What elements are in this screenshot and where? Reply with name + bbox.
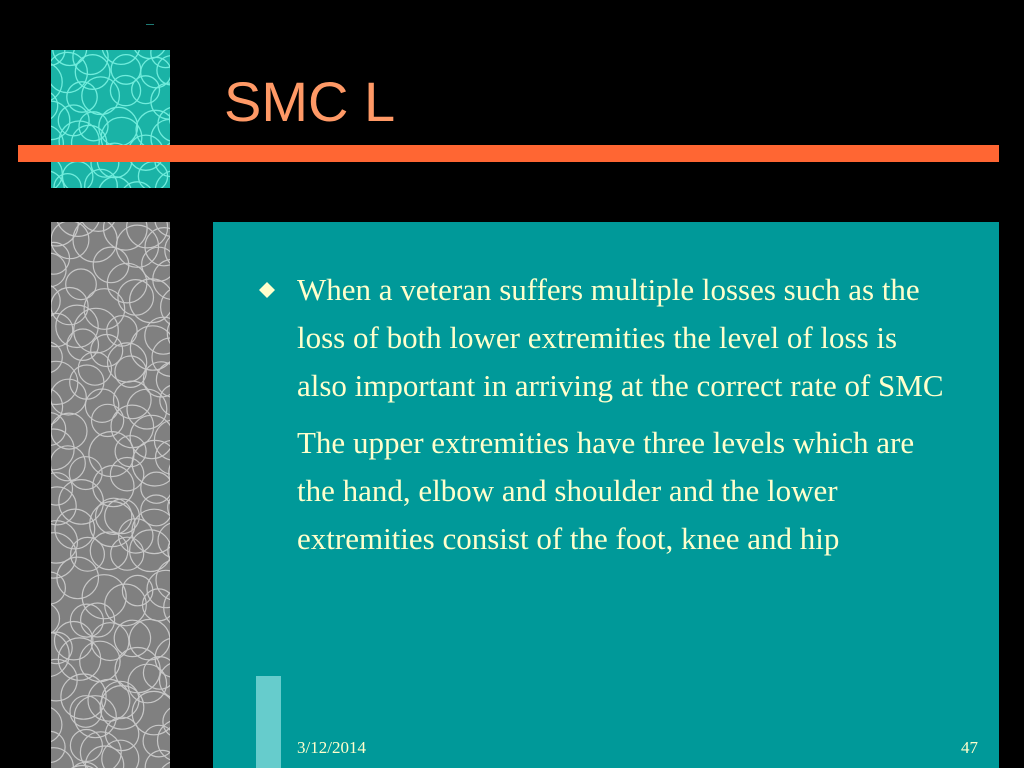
teal-circle-pattern [51,50,170,188]
decorative-tick [146,24,154,25]
diamond-bullet-icon [258,266,297,314]
slide-title: SMC L [224,70,396,133]
footer-page-number: 47 [961,738,978,757]
accent-stripe [256,676,281,768]
title-underline-bar [18,145,999,162]
slide-body [258,266,948,563]
bullet-text: When a veteran suffers multiple losses such as the loss of both lower extremities the level of loss is also important in arriving at the correct rate of SMC [297,272,944,403]
footer-date: 3/12/2014 [297,738,366,757]
continuation-paragraph: The upper extremities have three levels which are the hand, elbow and shoulder and the lower extremities consist of the foot, knee and hip [297,425,915,556]
grey-circle-pattern [51,222,170,768]
bullet-item [258,266,948,410]
